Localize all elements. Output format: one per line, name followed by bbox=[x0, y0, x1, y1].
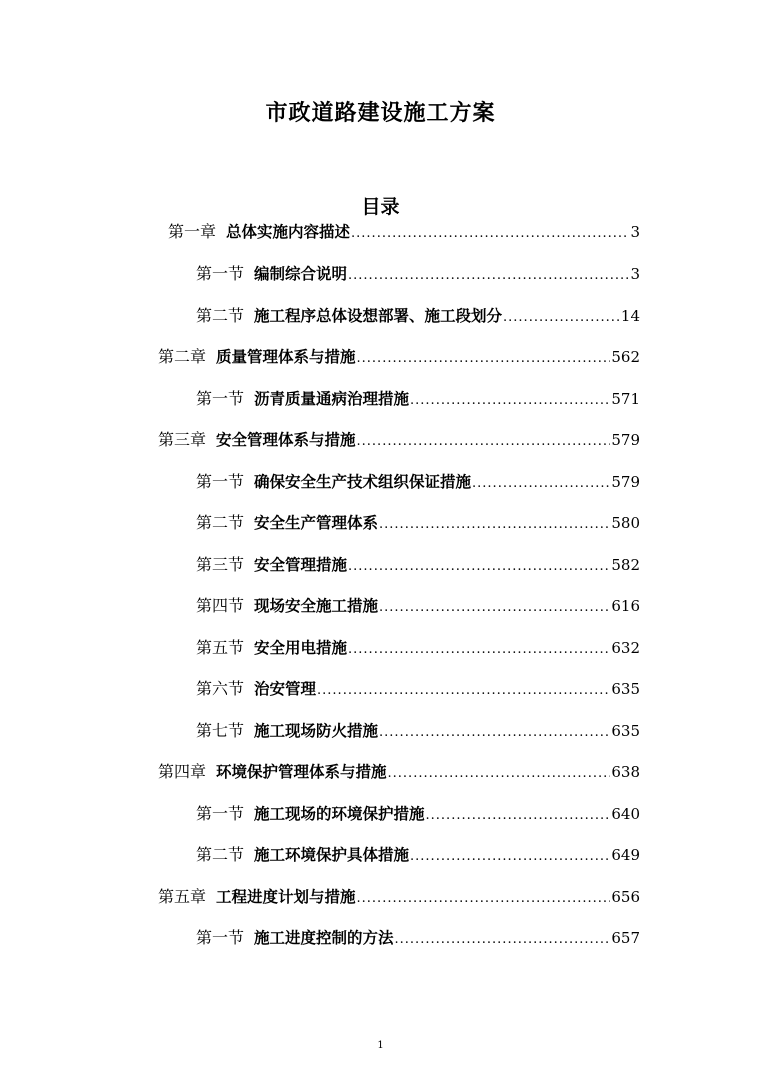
toc-entry-section[interactable] bbox=[196, 926, 640, 950]
toc-entry-number: 第一节 bbox=[196, 928, 245, 947]
page-number: 1 bbox=[377, 1040, 384, 1051]
toc-entry-chapter-1[interactable] bbox=[168, 220, 640, 244]
toc-dot-leader bbox=[379, 721, 610, 745]
toc-entry-title: 安全管理体系与措施 bbox=[216, 431, 356, 449]
toc-entry-number: 第七节 bbox=[196, 721, 245, 740]
toc-entry-title: 施工程序总体设想部署、施工段划分 bbox=[254, 307, 503, 325]
toc-entry-title: 安全管理措施 bbox=[254, 556, 348, 574]
toc-entry-chapter-5[interactable] bbox=[158, 885, 640, 909]
document-title: 市政道路建设施工方案 bbox=[265, 101, 496, 126]
toc-entry-page: 638 bbox=[611, 763, 640, 781]
toc-entry-number: 第二章 bbox=[158, 347, 207, 366]
toc-dot-leader bbox=[395, 928, 611, 952]
toc-entry-chapter-3[interactable] bbox=[158, 428, 640, 452]
toc-entry-number: 第二节 bbox=[196, 845, 245, 864]
toc-entry-section[interactable] bbox=[196, 470, 640, 494]
toc-entry-section[interactable] bbox=[196, 719, 640, 743]
toc-dot-leader bbox=[357, 430, 611, 454]
toc-entry-page: 656 bbox=[611, 888, 640, 906]
toc-entry-title: 沥青质量通病治理措施 bbox=[254, 390, 410, 408]
toc-entry-page: 632 bbox=[611, 639, 640, 657]
toc-entry-title: 编制综合说明 bbox=[254, 265, 348, 283]
toc-entry-page: 582 bbox=[611, 556, 640, 574]
toc-dot-leader bbox=[357, 887, 611, 911]
toc-dot-leader bbox=[357, 347, 611, 371]
toc-entry-number: 第一节 bbox=[196, 264, 245, 283]
toc-entry-number: 第二节 bbox=[196, 306, 245, 325]
toc-dot-leader bbox=[379, 513, 610, 537]
toc-entry-number: 第四节 bbox=[196, 596, 245, 615]
toc-entry-title: 质量管理体系与措施 bbox=[216, 348, 356, 366]
toc-entry-title: 施工现场的环境保护措施 bbox=[254, 805, 425, 823]
toc-dot-leader bbox=[351, 222, 629, 246]
toc-entry-title: 总体实施内容描述 bbox=[226, 223, 351, 241]
toc-entry-chapter-4[interactable] bbox=[158, 760, 640, 784]
toc-entry-section[interactable] bbox=[196, 511, 640, 535]
toc-entry-page: 579 bbox=[611, 473, 640, 491]
toc-entry-number: 第三节 bbox=[196, 555, 245, 574]
toc-entry-section[interactable] bbox=[196, 636, 640, 660]
toc-entry-page: 571 bbox=[611, 390, 640, 408]
toc-entry-title: 安全生产管理体系 bbox=[254, 514, 379, 532]
toc-entry-page: 616 bbox=[611, 597, 640, 615]
toc-entry-section[interactable] bbox=[196, 387, 640, 411]
toc-entry-section[interactable] bbox=[196, 594, 640, 618]
toc-entry-page: 649 bbox=[611, 846, 640, 864]
toc-dot-leader bbox=[379, 596, 610, 620]
toc-entry-page: 635 bbox=[611, 722, 640, 740]
toc-entry-number: 第二节 bbox=[196, 513, 245, 532]
toc-entry-title: 安全用电措施 bbox=[254, 639, 348, 657]
toc-dot-leader bbox=[388, 762, 611, 786]
toc-entry-section[interactable] bbox=[196, 304, 640, 328]
toc-entry-title: 治安管理 bbox=[254, 680, 317, 698]
toc-entry-number: 第五节 bbox=[196, 638, 245, 657]
toc-entry-section[interactable] bbox=[196, 553, 640, 577]
toc-entry-page: 3 bbox=[630, 223, 640, 241]
toc-dot-leader bbox=[348, 555, 610, 579]
toc-dot-leader bbox=[426, 804, 611, 828]
toc-dot-leader bbox=[348, 638, 610, 662]
toc-entry-title: 施工环境保护具体措施 bbox=[254, 846, 410, 864]
toc-entry-number: 第一节 bbox=[196, 472, 245, 491]
toc-entry-page: 635 bbox=[611, 680, 640, 698]
toc-entry-page: 640 bbox=[611, 805, 640, 823]
toc-entry-title: 工程进度计划与措施 bbox=[216, 888, 356, 906]
toc-dot-leader bbox=[317, 679, 610, 703]
toc-entry-number: 第六节 bbox=[196, 679, 245, 698]
toc-dot-leader bbox=[348, 264, 629, 288]
toc-entry-title: 现场安全施工措施 bbox=[254, 597, 379, 615]
toc-dot-leader bbox=[472, 472, 610, 496]
toc-entry-title: 施工现场防火措施 bbox=[254, 722, 379, 740]
toc-entry-chapter-2[interactable] bbox=[158, 345, 640, 369]
toc-entry-title: 施工进度控制的方法 bbox=[254, 929, 394, 947]
toc-entry-title: 环境保护管理体系与措施 bbox=[216, 763, 387, 781]
toc-entry-page: 3 bbox=[630, 265, 640, 283]
toc-dot-leader bbox=[503, 306, 620, 330]
toc-entry-number: 第五章 bbox=[158, 887, 207, 906]
toc-entry-section[interactable] bbox=[196, 802, 640, 826]
toc-entry-page: 562 bbox=[611, 348, 640, 366]
toc-entry-title: 确保安全生产技术组织保证措施 bbox=[254, 473, 472, 491]
toc-heading: 目录 bbox=[361, 196, 400, 218]
toc-entry-page: 579 bbox=[611, 431, 640, 449]
toc-entry-page: 14 bbox=[620, 307, 640, 325]
toc-entry-number: 第三章 bbox=[158, 430, 207, 449]
toc-entry-page: 657 bbox=[611, 929, 640, 947]
toc-entry-number: 第一章 bbox=[168, 222, 217, 241]
toc-entry-section[interactable] bbox=[196, 677, 640, 701]
toc-entry-section[interactable] bbox=[196, 843, 640, 867]
toc-entry-number: 第一节 bbox=[196, 389, 245, 408]
toc-entry-page: 580 bbox=[611, 514, 640, 532]
toc-entry-number: 第一节 bbox=[196, 804, 245, 823]
toc-entry-number: 第四章 bbox=[158, 762, 207, 781]
toc-entry-section[interactable] bbox=[196, 262, 640, 286]
toc-dot-leader bbox=[410, 389, 610, 413]
toc-dot-leader bbox=[410, 845, 610, 869]
